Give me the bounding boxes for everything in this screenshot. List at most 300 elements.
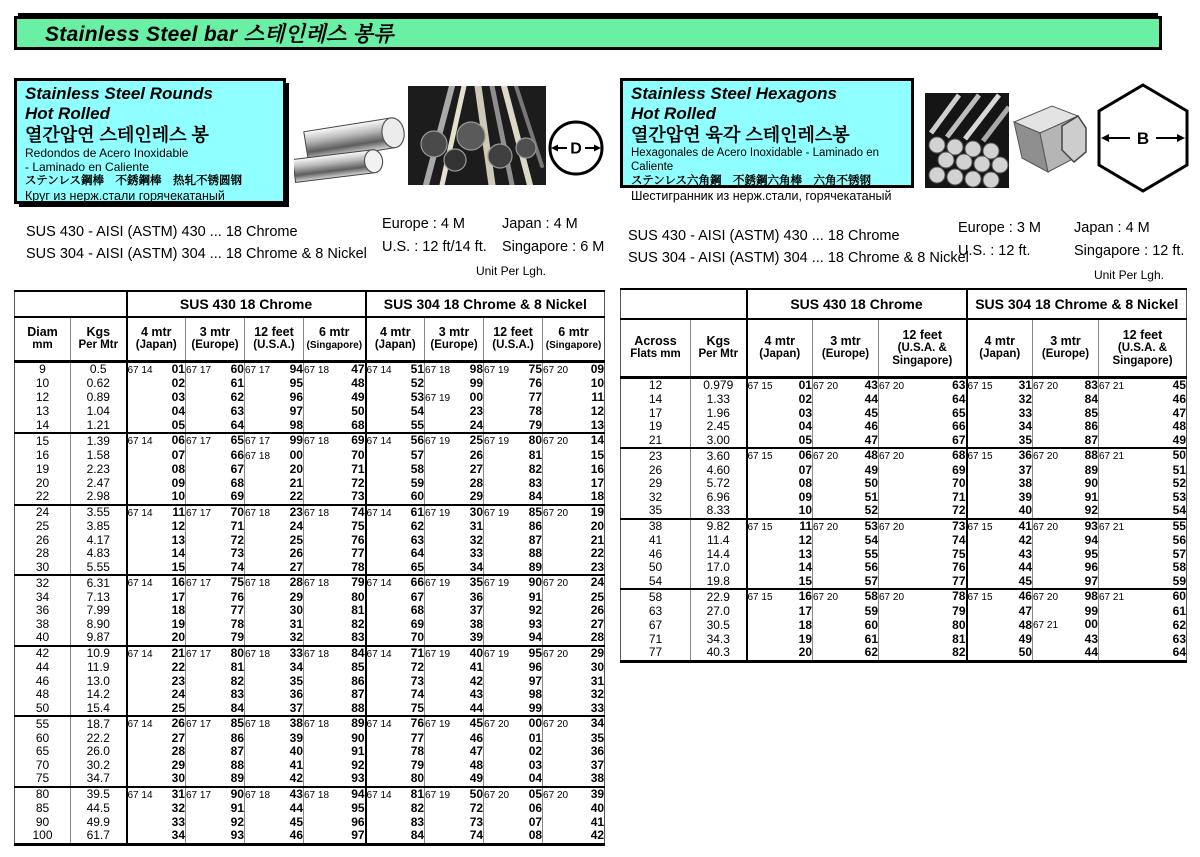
code-cell: 19 [127,618,186,632]
size-cell: 40 [35,630,50,644]
size-cell: 26 [35,532,50,547]
size-cell: 46 [35,673,50,688]
diameter-label: D [570,140,582,158]
size-cell: 0.89 [71,391,127,406]
code-cell: 83 [484,477,543,491]
code-cell: 49 [813,464,879,478]
table-row [621,646,1187,661]
size-cell: 26 [648,462,663,477]
code-cell: 67 20 00 [484,716,543,730]
code-cell: 67 14 56 [366,433,425,447]
code-cell: 73 [425,816,484,830]
table-row [621,605,1187,619]
table-row [15,618,605,632]
code-cell: 67 14 61 [366,504,425,519]
code-cell: 61 [186,377,245,391]
code-cell: 40 [967,504,1033,519]
size-cell: 14.2 [71,688,127,702]
code-cell: 70 [304,449,366,464]
code-cell: 40 [543,802,605,816]
table-group-header: SUS 430 18 Chrome [747,289,967,319]
code-cell: 05 [127,419,186,434]
code-cell: 47 [425,745,484,759]
size-cell: 11.4 [691,534,747,548]
code-cell: 94 [1033,534,1099,548]
code-cell: 07 [747,464,813,478]
code-cell: 18 [747,618,813,633]
code-cell: 42 [425,675,484,689]
code-cell: 68 [366,604,425,618]
size-cell: 7.99 [71,604,127,618]
code-cell: 73 [304,490,366,505]
code-cell: 94 [484,631,543,646]
size-cell: 58 [621,589,691,605]
code-cell: 70 [879,477,967,491]
table-row [15,716,605,732]
code-cell: 48 [425,759,484,773]
code-cell: 11 [543,391,605,406]
code-cell: 67 19 50 [425,786,484,801]
code-cell: 52 [366,377,425,391]
code-cell: 53 [1099,491,1187,505]
size-cell: 9.87 [71,631,127,646]
code-cell: 95 [304,802,366,816]
size-cell: 30.2 [71,759,127,773]
size-cell: 30 [35,559,50,574]
size-cell: 6.31 [71,575,127,591]
code-cell: 27 [127,732,186,746]
code-cell: 41 [543,816,605,830]
code-cell: 84 [186,702,245,717]
code-cell: 67 14 81 [366,786,425,801]
code-cell: 67 18 98 [425,361,484,376]
code-cell: 67 18 47 [304,361,365,376]
code-cell: 67 17 99 [245,433,303,447]
round-bars-photo [408,86,546,185]
size-cell: 10.9 [71,646,127,662]
hex-length-info [958,220,1184,266]
code-cell: 67 15 31 [967,377,1032,392]
code-cell: 71 [304,463,366,477]
code-cell: 67 18 23 [245,504,303,519]
column-header: 6 mtr (Singapore) [304,317,366,361]
code-cell: 67 21 00 [1033,617,1098,631]
code-cell: 67 20 34 [543,716,605,730]
code-cell: 67 20 09 [543,361,605,376]
column-header: 6 mtr (Singapore) [543,317,605,361]
code-cell: 67 18 79 [304,575,365,589]
code-cell: 67 17 85 [186,716,244,730]
code-cell: 37 [967,464,1033,478]
column-header: Kgs Per Mtr [691,319,747,377]
code-cell: 34 [245,661,304,675]
page-title-bar [14,16,1162,50]
code-cell: 25 [127,702,186,717]
size-cell: 26.0 [71,745,127,759]
rounds-length-info [382,216,604,262]
code-cell: 38 [967,477,1033,491]
table-row [15,745,605,759]
size-cell: 42 [15,646,71,662]
corner-cell [621,289,747,319]
rounds-unit-note: Unit Per Lgh. [475,264,546,278]
code-cell: 24 [127,688,186,702]
code-cell: 62 [186,391,245,406]
code-cell: 13 [127,534,186,548]
code-cell: 54 [1099,504,1187,519]
table-group-header: SUS 304 18 Chrome & 8 Nickel [967,289,1187,319]
rounds-spec-430: SUS 430 - AISI (ASTM) 430 ... 18 Chrome [26,224,298,240]
code-cell: 67 17 60 [186,361,244,376]
size-cell: 0.5 [71,361,127,377]
code-cell: 31 [425,520,484,534]
code-cell: 67 21 55 [1099,518,1186,533]
code-cell: 04 [127,405,186,419]
code-cell: 90 [1033,477,1099,491]
code-cell: 44 [245,802,304,816]
code-cell: 07 [484,816,543,830]
size-cell: 22.9 [691,589,747,605]
hex-spec-430: SUS 430 - AISI (ASTM) 430 ... 18 Chrome [628,228,900,244]
code-cell: 46 [813,420,879,434]
code-cell: 65 [879,407,967,421]
table-row [15,702,605,717]
code-cell: 82 [366,802,425,816]
code-cell: 60 [366,490,425,505]
code-cell: 48 [967,618,1033,633]
code-cell: 38 [543,772,605,787]
column-header: 3 mtr (Europe) [425,317,484,361]
column-header: 12 feet (U.S.A.) [484,317,543,361]
code-cell: 15 [747,575,813,590]
size-cell: 1.33 [691,393,747,407]
code-cell: 02 [127,377,186,391]
table-row [15,802,605,816]
code-cell: 92 [484,604,543,618]
size-cell: 5.55 [71,561,127,576]
size-cell: 3.00 [691,434,747,449]
table-row [621,534,1187,548]
size-cell: 90 [35,814,50,829]
code-cell: 74 [366,688,425,702]
code-cell: 76 [186,591,245,605]
code-cell: 82 [484,463,543,477]
code-cell: 88 [484,547,543,561]
size-cell: 3.85 [71,520,127,534]
code-cell: 33 [425,547,484,561]
code-cell: 80 [879,618,967,633]
code-cell: 41 [245,759,304,773]
table-row [15,631,605,646]
hex-title-en-2: Hot Rolled [631,104,716,123]
code-cell: 67 18 69 [304,433,365,447]
code-cell: 46 [245,829,304,844]
code-cell: 16 [543,463,605,477]
code-cell: 80 [366,772,425,787]
code-cell: 79 [366,759,425,773]
code-cell: 82 [879,646,967,661]
code-cell: 67 20 48 [813,448,878,462]
code-cell: 23 [543,561,605,576]
size-cell: 34.7 [71,772,127,787]
code-cell: 69 [879,464,967,478]
code-cell: 67 20 93 [1033,518,1098,533]
size-cell: 63 [648,603,663,618]
code-cell: 57 [366,449,425,464]
code-cell: 67 [879,434,967,449]
code-cell: 45 [245,816,304,830]
code-cell: 29 [127,759,186,773]
code-cell: 49 [1099,434,1187,449]
code-cell: 67 18 00 [245,447,303,462]
table-row [15,490,605,505]
code-cell: 87 [484,534,543,548]
code-cell: 47 [967,605,1033,619]
rounds-spec-304: SUS 304 - AISI (ASTM) 304 ... 18 Chrome & 8 Nickel [26,246,367,262]
code-cell: 10 [747,504,813,519]
code-cell: 35 [543,732,605,746]
size-cell: 4.83 [71,547,127,561]
code-cell: 06 [484,802,543,816]
code-cell: 32 [425,534,484,548]
table-row [15,520,605,534]
size-cell: 1.04 [71,405,127,419]
code-cell: 88 [304,702,366,717]
code-cell: 40 [245,745,304,759]
code-cell: 33 [967,407,1033,421]
size-cell: 19 [35,462,50,476]
code-cell: 67 20 05 [484,786,543,801]
code-cell: 04 [747,420,813,434]
size-cell: 10 [35,376,50,390]
code-cell: 81 [304,604,366,618]
size-cell: 54 [648,573,663,588]
code-cell: 67 19 45 [425,716,484,730]
code-cell: 08 [484,829,543,844]
hex-line-es: Hexagonales de Acero Inoxidable - Laminado en Caliente [631,147,880,173]
rounds-table [14,290,605,846]
size-cell: 61.7 [71,829,127,844]
code-cell: 48 [304,377,366,391]
size-cell: 1.96 [691,407,747,421]
table-row [621,407,1187,421]
code-cell: 46 [425,732,484,746]
code-cell: 67 17 75 [186,575,244,589]
column-header: Across Flats mm [621,319,691,377]
table-row [621,491,1187,505]
code-cell: 15 [127,561,186,576]
column-header: 3 mtr (Europe) [1033,319,1099,377]
code-cell: 49 [967,633,1033,647]
column-header: 4 mtr (Japan) [366,317,425,361]
table-row [15,361,605,377]
code-cell: 55 [813,548,879,562]
code-cell: 77 [879,575,967,590]
code-cell: 26 [245,547,304,561]
code-cell: 44 [425,702,484,717]
rounds-line-ru: Круг из нерж.стали горячекатаный [25,189,225,203]
size-cell: 27.0 [691,605,747,619]
code-cell: 36 [425,591,484,605]
size-cell: 13.0 [71,675,127,689]
hex-line-ru: Шестигранник из нерж.стали, горячекатаный [631,189,892,203]
table-row [15,675,605,689]
code-cell: 27 [543,618,605,632]
code-cell: 67 20 39 [543,786,605,801]
table-row [15,377,605,391]
code-cell: 27 [245,561,304,576]
code-cell: 75 [366,702,425,717]
code-cell: 20 [747,646,813,661]
size-cell: 18.7 [71,716,127,732]
code-cell: 42 [543,829,605,844]
code-cell: 92 [304,759,366,773]
column-header: Diam mm [15,317,71,361]
code-cell: 55 [366,419,425,434]
size-cell: 22 [35,489,50,503]
code-cell: 72 [186,534,245,548]
code-cell: 67 17 80 [186,645,244,660]
code-cell: 21 [245,477,304,491]
code-cell: 74 [879,534,967,548]
code-cell: 81 [484,449,543,464]
code-cell: 96 [1033,561,1099,575]
table-row [621,575,1187,590]
table-row [621,589,1187,605]
code-cell: 05 [747,434,813,449]
code-cell: 67 15 06 [747,448,812,462]
code-cell: 34 [127,829,186,844]
table-group-header: SUS 304 18 Chrome & 8 Nickel [366,291,605,317]
size-cell: 25 [35,519,50,533]
size-cell: 19 [648,419,663,433]
size-cell: 15 [15,433,71,449]
size-cell: 8.90 [71,618,127,632]
code-cell: 67 20 43 [813,377,878,392]
size-cell: 28 [35,546,50,560]
length-spec: Japan : 4 M [1074,220,1150,236]
code-cell: 17 [747,605,813,619]
table-row [15,759,605,773]
size-cell: 0.62 [71,377,127,391]
size-cell: 4.17 [71,534,127,548]
size-cell: 60 [35,730,50,745]
size-cell: 75 [35,771,50,785]
code-cell: 66 [879,420,967,434]
code-cell: 71 [186,520,245,534]
code-cell: 09 [747,491,813,505]
code-cell: 62 [1099,618,1187,633]
code-cell: 60 [813,618,879,633]
code-cell: 67 19 95 [484,645,543,660]
code-cell: 29 [425,490,484,505]
code-cell: 26 [543,604,605,618]
table-row [621,633,1187,647]
size-cell: 16 [35,448,50,462]
code-cell: 18 [543,490,605,505]
corner-cell [15,291,127,317]
code-cell: 12 [127,520,186,534]
code-cell: 87 [1033,434,1099,449]
code-cell: 75 [304,520,366,534]
table-row [15,547,605,561]
code-cell: 39 [425,631,484,646]
code-cell: 03 [127,391,186,406]
table-row [621,548,1187,562]
code-cell: 97 [484,675,543,689]
code-cell: 67 19 90 [484,575,543,589]
code-cell: 97 [304,829,366,844]
code-cell: 35 [245,675,304,689]
hex-unit-note: Unit Per Lgh. [1093,268,1164,282]
code-cell: 77 [484,391,543,406]
code-cell: 49 [304,391,366,406]
code-cell: 85 [1033,407,1099,421]
table-row [15,787,605,803]
code-cell: 17 [543,477,605,491]
code-cell: 47 [813,434,879,449]
code-cell: 66 [186,449,245,464]
table-row [621,519,1187,535]
hex-bar-photo [1012,100,1092,183]
code-cell: 93 [484,618,543,632]
code-cell: 17 [127,591,186,605]
table-row [15,561,605,576]
rounds-line-es-1: Redondos de Acero Inoxidable [25,146,189,160]
code-cell: 67 20 83 [1033,377,1098,392]
code-cell: 67 21 50 [1099,448,1186,462]
page-title: Stainless Steel bar 스테인레스 봉류 [45,23,394,46]
size-cell: 17.0 [691,561,747,575]
code-cell: 12 [543,405,605,419]
code-cell: 97 [245,405,304,419]
code-cell: 81 [186,661,245,675]
code-cell: 22 [543,547,605,561]
size-cell: 2.47 [71,477,127,491]
code-cell: 67 18 89 [304,716,365,730]
code-cell: 84 [1033,393,1099,407]
code-cell: 67 [366,591,425,605]
code-cell: 67 15 16 [747,589,812,603]
code-cell: 10 [543,377,605,391]
length-spec: Europe : 3 M [958,220,1042,236]
code-cell: 24 [245,520,304,534]
size-cell: 1.58 [71,449,127,464]
code-cell: 95 [245,377,304,391]
code-cell: 39 [967,491,1033,505]
code-cell: 67 19 40 [425,645,484,660]
column-header: 3 mtr (Europe) [813,319,879,377]
size-cell: 30.5 [691,618,747,633]
code-cell: 37 [245,702,304,717]
code-cell: 67 20 53 [813,518,878,533]
code-cell: 79 [186,631,245,646]
code-cell: 41 [425,661,484,675]
code-cell: 77 [304,547,366,561]
size-cell: 2.98 [71,490,127,505]
code-cell: 67 18 38 [245,716,303,730]
code-cell: 78 [186,618,245,632]
code-cell: 63 [366,534,425,548]
code-cell: 70 [366,631,425,646]
code-cell: 80 [304,591,366,605]
code-cell: 22 [127,661,186,675]
code-cell: 84 [484,490,543,505]
code-cell: 67 14 01 [127,361,185,376]
code-cell: 93 [304,772,366,787]
code-cell: 77 [366,732,425,746]
code-cell: 82 [186,675,245,689]
